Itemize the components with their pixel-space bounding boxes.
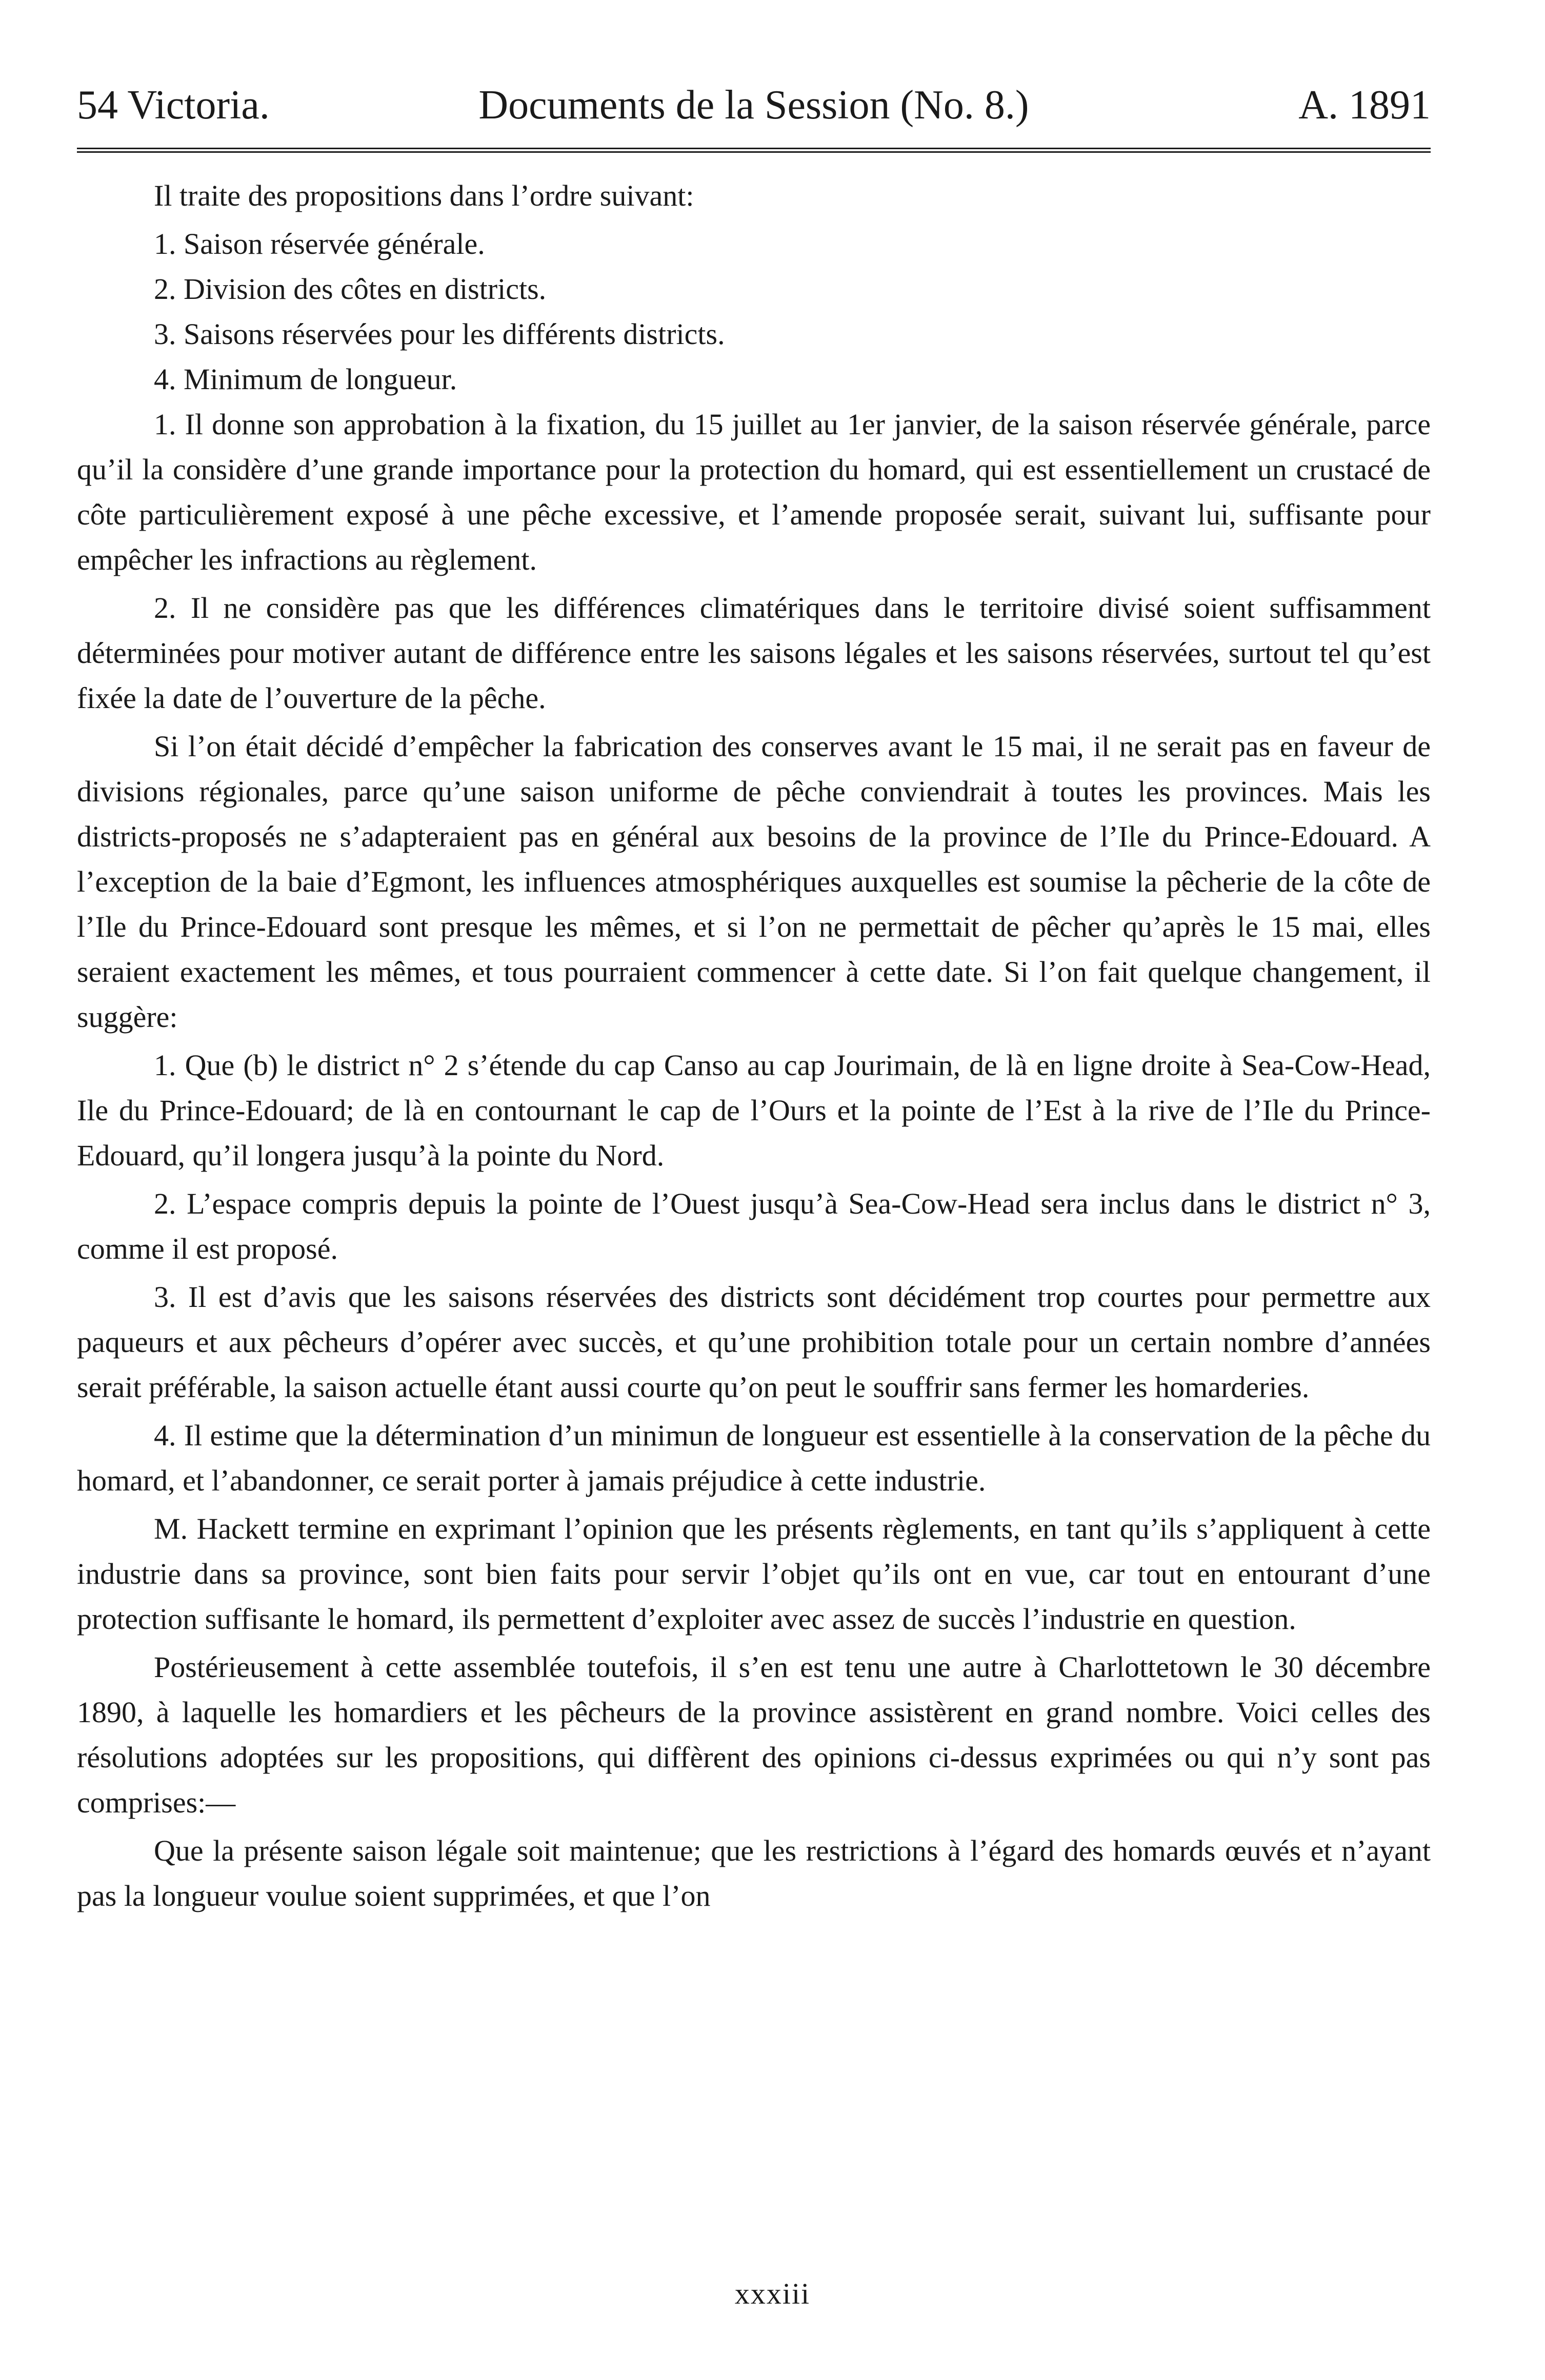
paragraph: Que la présente saison légale soit maintenue; que les restrictions à l’égard des homards œuvés et n’ayant pas la longueur voulue soient supprimées, et que l’on (77, 1834, 1431, 1912)
list-item: 2. Division des côtes en districts. (154, 272, 547, 306)
paragraph: 1. Que (b) le district n° 2 s’étende du cap Canso au cap Jourimain, de là en ligne droite à Sea-Cow-Head, Ile du Prince-Edouard; de là en contournant le cap de l’Ours et la pointe de l’Est à la rive de l’Ile du Prince-Edouard, qu’il longera jusqu’à la pointe du Nord. (77, 1048, 1431, 1172)
paragraph: 1. Il donne son approbation à la fixation, du 15 juillet au 1er janvier, de la saison réservée générale, parce qu’il la considère d’une grande importance pour la protection du homard, qui est essentiellement un crustacé de côte particulièrement exposé à une pêche excessive, et l’amende proposée serait, suivant lui, suffisante pour empêcher les infractions au règlement. (77, 408, 1431, 576)
intro-paragraph: Il traite des propositions dans l’ordre suivant: (154, 179, 694, 212)
header-year: A. 1891 (1298, 83, 1431, 128)
header-volume: 54 Victoria. (77, 83, 270, 128)
paragraph: 3. Il est d’avis que les saisons réservées des districts sont décidément trop courtes pour permettre aux paqueurs et aux pêcheurs d’opérer avec succès, et qu’une prohibition totale pour un certain nombre d’années serait préférable, la saison actuelle étant aussi courte qu’on peut le souffrir sans fermer les homarderies. (77, 1280, 1431, 1404)
paragraph: 2. Il ne considère pas que les différences climatériques dans le territoire divisé soient suffisamment déterminées pour motiver autant de différence entre les saisons légales et les saisons réservées, surtout tel qu’est fixée la date de l’ouverture de la pêche. (77, 591, 1431, 715)
document-body (77, 173, 1431, 1919)
paragraph: Postérieusement à cette assemblée toutefois, il s’en est tenu une autre à Charlottetown le 30 décembre 1890, à laquelle les homardiers et les pêcheurs de la province assistèrent en grand nombre. Voici celles des résolutions adoptées sur les propositions, qui diffèrent des opinions ci-dessus exprimées ou qui n’y sont pas comprises:— (77, 1650, 1431, 1819)
paragraph: Si l’on était décidé d’empêcher la fabrication des conserves avant le 15 mai, il ne serait pas en faveur de divisions régionales, parce qu’une saison uniforme de pêche conviendrait à toutes les provinces. Mais les districts-proposés ne s’adapteraient pas en général aux besoins de la province de l’Ile du Prince-Edouard. A l’exception de la baie d’Egmont, les influences atmosphériques auxquelles est soumise la pêcherie de la côte de l’Ile du Prince-Edouard sont presque les mêmes, et si l’on ne permettait de pêcher qu’après le 15 mai, elles seraient exactement les mêmes, et tous pourraient commencer à cette date. Si l’on fait quelque changement, il suggère: (77, 730, 1431, 1034)
document-page (77, 77, 1431, 1922)
paragraph: 2. L’espace compris depuis la pointe de l’Ouest jusqu’à Sea-Cow-Head sera inclus dans le district n° 3, comme il est proposé. (77, 1187, 1431, 1265)
list-item: 3. Saisons réservées pour les différents districts. (154, 317, 725, 351)
paragraph: 4. Il estime que la détermination d’un minimun de longueur est essentielle à la conservation de la pêche du homard, et l’abandonner, ce serait porter à jamais préjudice à cette industrie. (77, 1419, 1431, 1497)
running-head (77, 77, 1431, 133)
page-number: xxxiii (734, 2277, 811, 2310)
paragraph: M. Hackett termine en exprimant l’opinion que les présents règlements, en tant qu’ils s’appliquent à cette industrie dans sa province, sont bien faits pour servir l’objet qu’ils ont en vue, car tout en entourant d’une protection suffisante le homard, ils permettent d’exploiter avec assez de succès l’industrie en question. (77, 1512, 1431, 1636)
header-title: Documents de la Session (No. 8.) (478, 83, 1029, 128)
list-item: 4. Minimum de longueur. (154, 362, 457, 396)
list-item: 1. Saison réservée générale. (154, 227, 485, 260)
header-rule (77, 148, 1431, 153)
